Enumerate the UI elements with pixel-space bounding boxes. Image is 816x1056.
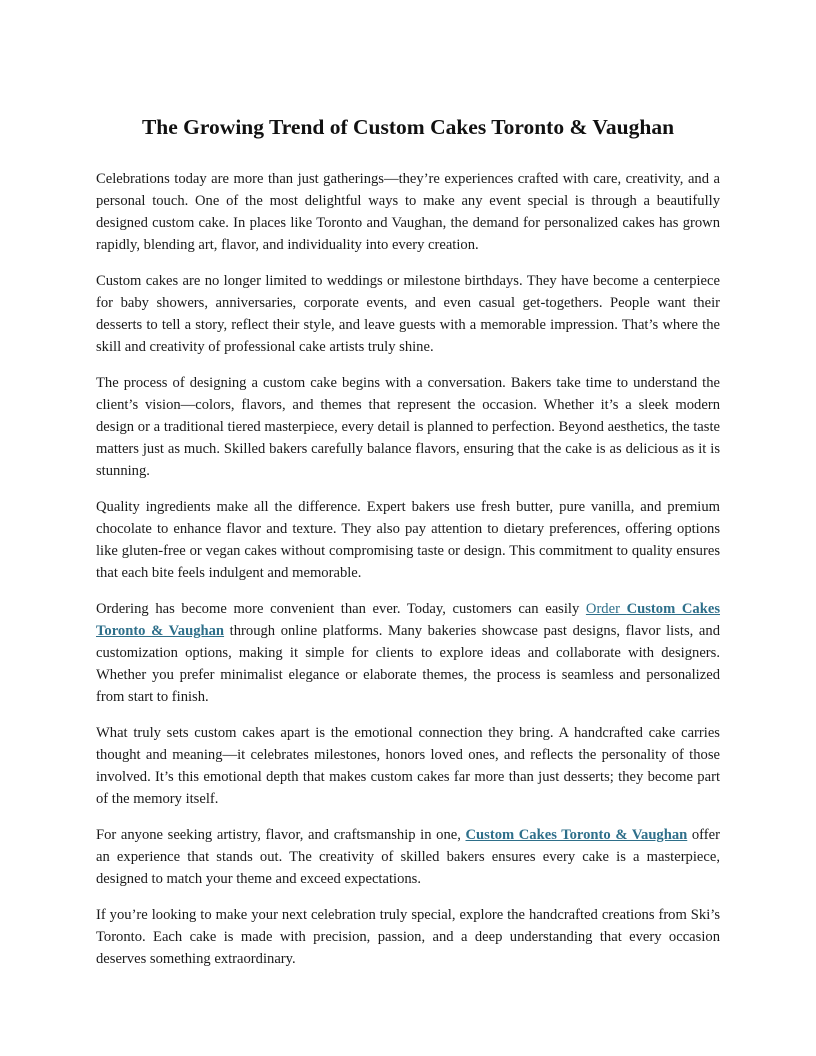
ordering-text-after: through online platforms. Many bakeries showcase past designs, flavor lists, and customization options, making it simple for clients to explore ideas and collaborate with designers. Whether you prefer minimalist elegance or elaborate themes, the process is seamless and personalized from start to finish.	[96, 623, 720, 705]
paragraph-emotional: What truly sets custom cakes apart is the emotional connection they bring. A handcrafted cake carries thought and meaning—it celebrates milestones, honors loved ones, and reflects the personality of those involved. It’s this emotional depth that makes custom cakes far more than just desserts; they become part of the memory itself.	[96, 725, 720, 807]
custom-cakes-link-text: Custom Cakes Toronto & Vaughan	[465, 827, 688, 843]
paragraph-ordering	[96, 598, 720, 708]
paragraph-occasions: Custom cakes are no longer limited to weddings or milestone birthdays. They have become a centerpiece for baby showers, anniversaries, corporate events, and even casual get-togethers. People want their desserts to tell a story, reflect their style, and leave guests with a memorable impression. That’s where the skill and creativity of professional cake artists truly shine.	[96, 273, 720, 355]
artistry-text-before: For anyone seeking artistry, flavor, and craftsmanship in one,	[96, 827, 466, 843]
artistry-text-after: offer an experience that stands out. The creativity of skilled bakers ensures every cake is a masterpiece, designed to match your theme and exceed expectations.	[96, 827, 720, 887]
custom-cakes-link[interactable]	[466, 827, 688, 843]
ordering-text-before: Ordering has become more convenient than ever. Today, customers can easily	[96, 601, 586, 617]
paragraph-closing: If you’re looking to make your next celebration truly special, explore the handcrafted creations from Ski’s Toronto. Each cake is made with precision, passion, and a deep understanding that every occasion deserves something extraordinary.	[96, 907, 720, 967]
paragraph-artistry	[96, 824, 720, 890]
paragraph-ingredients: Quality ingredients make all the difference. Expert bakers use fresh butter, pure vanilla, and premium chocolate to enhance flavor and texture. They also pay attention to dietary preferences, offering options like gluten-free or vegan cakes without compromising taste or design. This commitment to quality ensures that each bite feels indulgent and memorable.	[96, 499, 720, 581]
paragraph-design-process: The process of designing a custom cake begins with a conversation. Bakers take time to understand the client’s vision—colors, flavors, and themes that represent the occasion. Whether it’s a sleek modern design or a traditional tiered masterpiece, every detail is planned to perfection. Beyond aesthetics, the taste matters just as much. Skilled bakers carefully balance flavors, ensuring that the cake is as delicious as it is stunning.	[96, 375, 720, 479]
document-page	[96, 112, 720, 984]
paragraph-intro: Celebrations today are more than just gatherings—they’re experiences crafted with care, creativity, and a personal touch. One of the most delightful ways to make any event special is through a beautifully designed custom cake. In places like Toronto and Vaughan, the demand for personalized cakes has grown rapidly, blending art, flavor, and individuality into every creation.	[96, 171, 720, 253]
order-link-plain: Order	[585, 601, 627, 617]
order-link-bold: Custom Cakes Toronto & Vaughan	[96, 601, 720, 639]
document-title: The Growing Trend of Custom Cakes Toronto & Vaughan	[141, 115, 675, 139]
